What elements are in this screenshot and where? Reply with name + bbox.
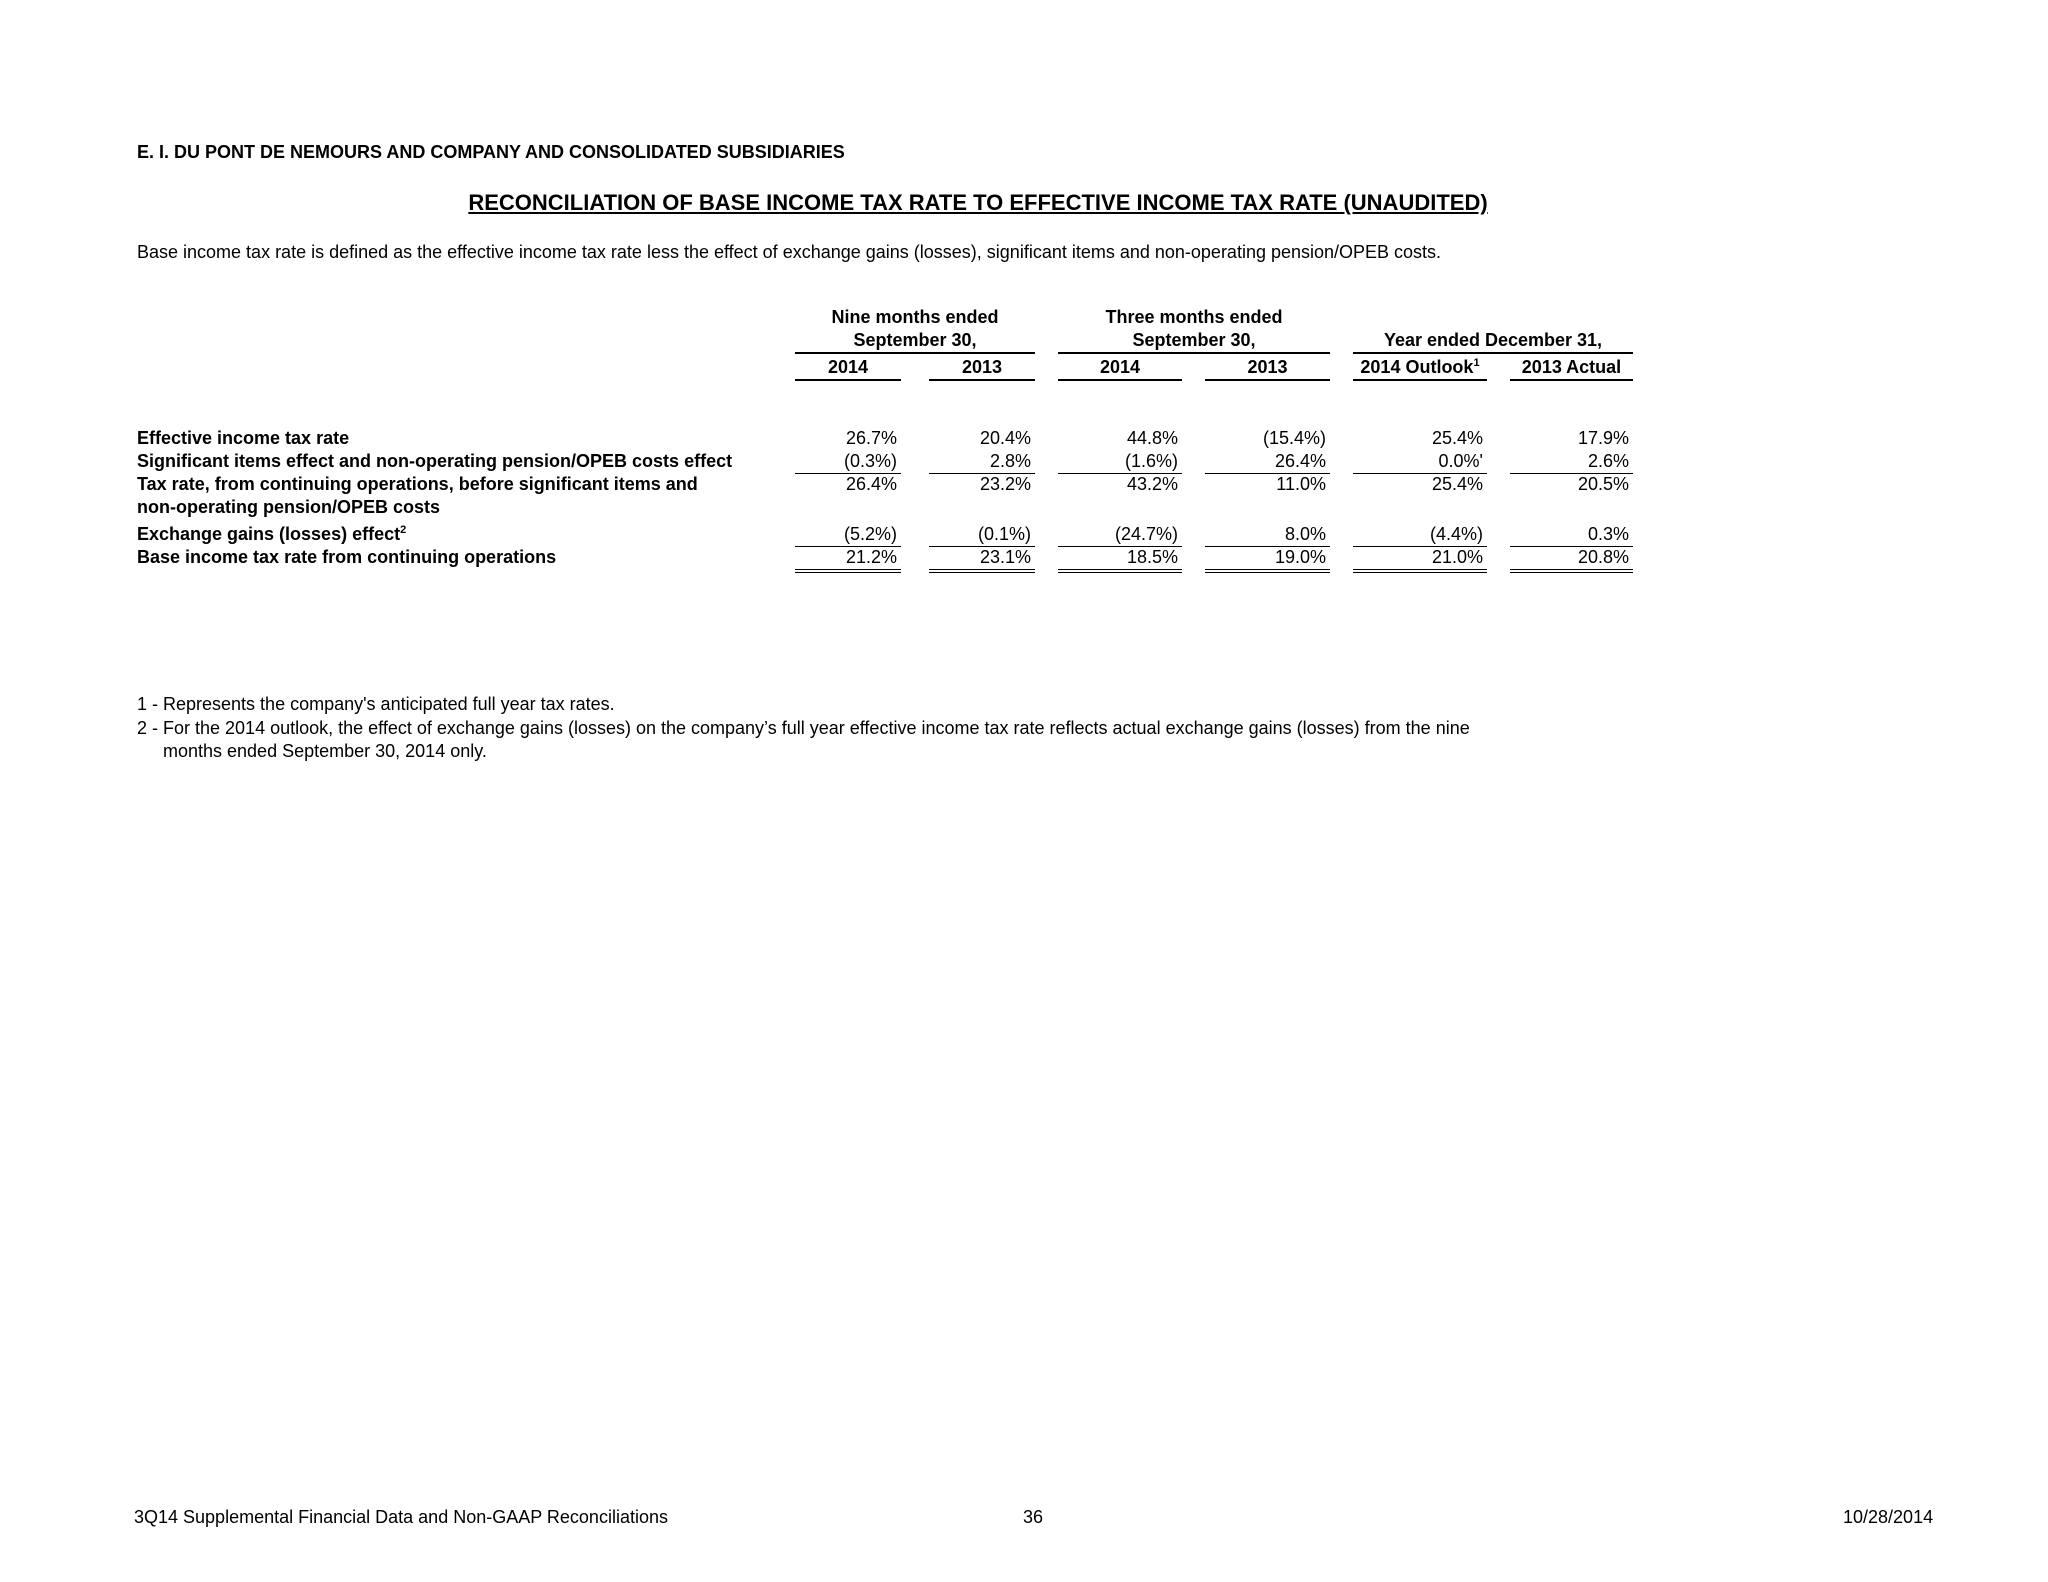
cell: 0.0%' (1438, 451, 1483, 471)
cell: 19.0% (1274, 547, 1326, 567)
row-label-exchange-gains (137, 524, 406, 545)
header-rule-year-ended (1353, 352, 1633, 354)
col-header-three-2014: 2014 (1099, 357, 1141, 377)
row-label-effective-rate: Effective income tax rate (137, 428, 350, 448)
col-header-nine-2014: 2014 (827, 357, 869, 377)
page-title: RECONCILIATION OF BASE INCOME TAX RATE TO EFFECTIVE INCOME TAX RATE (UNAUDITED) (468, 190, 1488, 215)
header-three-months-line1: Three months ended (1105, 307, 1283, 327)
cell: 43.2% (1126, 474, 1178, 494)
cell: (5.2%) (843, 524, 897, 544)
cell: 20.4% (979, 428, 1031, 448)
col-header-actual: 2013 Actual (1521, 357, 1622, 377)
cell: 2.6% (1587, 451, 1629, 471)
footer-date: 10/28/2014 (1843, 1507, 1934, 1527)
header-nine-months-line2: September 30, (853, 330, 977, 350)
footnote-2-continued: months ended September 30, 2014 only. (163, 741, 487, 761)
cell: 25.4% (1431, 474, 1483, 494)
cell: (0.1%) (977, 524, 1031, 544)
cell: 0.3% (1587, 524, 1629, 544)
cell: 26.7% (845, 428, 897, 448)
col-header-three-2013: 2013 (1247, 357, 1288, 377)
footnote-ref-2: 2 (400, 524, 407, 536)
header-rule-nine-months (795, 352, 1035, 354)
total-double-rule (1058, 569, 1182, 573)
row-label-tax-rate-before: Tax rate, from continuing operations, before significant items and (137, 474, 698, 494)
cell: 23.2% (979, 474, 1031, 494)
col-rule (795, 379, 901, 381)
cell: 20.5% (1577, 474, 1629, 494)
col-rule (1205, 379, 1330, 381)
cell: 2.8% (989, 451, 1031, 471)
header-rule-three-months (1058, 352, 1330, 354)
cell: 17.9% (1577, 428, 1629, 448)
footnote-1: 1 - Represents the company's anticipated full year tax rates. (137, 694, 615, 714)
cell: 21.0% (1431, 547, 1483, 567)
cell: (1.6%) (1124, 451, 1178, 471)
total-double-rule (1205, 569, 1330, 573)
cell: (4.4%) (1429, 524, 1483, 544)
col-rule (929, 379, 1035, 381)
page-number: 36 (1023, 1507, 1044, 1527)
cell: 20.8% (1577, 547, 1629, 567)
row-label-base-rate: Base income tax rate from continuing operations (137, 547, 557, 567)
cell: 11.0% (1276, 474, 1326, 494)
cell: (15.4%) (1262, 428, 1326, 448)
header-three-months-line2: September 30, (1132, 330, 1256, 350)
row-label-exchange-gains-text: Exchange gains (losses) effect (137, 524, 401, 544)
cell: 25.4% (1431, 428, 1483, 448)
header-year-ended: Year ended December 31, (1383, 330, 1603, 350)
cell: (24.7%) (1114, 524, 1178, 544)
col-rule (1510, 379, 1633, 381)
footnote-ref-1: 1 (1473, 357, 1480, 369)
col-header-outlook (1353, 357, 1487, 378)
total-double-rule (929, 569, 1035, 573)
footnote-2: 2 - For the 2014 outlook, the effect of exchange gains (losses) on the company’s full year effective income tax rate reflects actual exchange gains (losses) from the nine (137, 718, 1470, 738)
col-rule (1353, 379, 1487, 381)
company-name: E. I. DU PONT DE NEMOURS AND COMPANY AND CONSOLIDATED SUBSIDIARIES (137, 142, 845, 162)
row-label-significant-items: Significant items effect and non-operating pension/OPEB costs effect (137, 451, 733, 471)
col-header-outlook-text: 2014 Outlook (1360, 357, 1474, 377)
cell: (0.3%) (843, 451, 897, 471)
row-label-tax-rate-before-line2: non-operating pension/OPEB costs (137, 497, 441, 517)
cell: 8.0% (1284, 524, 1326, 544)
description: Base income tax rate is defined as the effective income tax rate less the effect of exchange gains (losses), significant items and non-operating pension/OPEB costs. (137, 242, 1442, 262)
col-rule (1058, 379, 1182, 381)
total-double-rule (1353, 569, 1487, 573)
cell: 18.5% (1126, 547, 1178, 567)
total-double-rule (1510, 569, 1633, 573)
cell: 21.2% (845, 547, 897, 567)
total-double-rule (795, 569, 901, 573)
footer-left: 3Q14 Supplemental Financial Data and Non-GAAP Reconciliations (134, 1507, 668, 1527)
col-header-nine-2013: 2013 (961, 357, 1003, 377)
header-nine-months-line1: Nine months ended (831, 307, 999, 327)
cell: 23.1% (979, 547, 1031, 567)
cell: 26.4% (845, 474, 897, 494)
cell: 44.8% (1126, 428, 1178, 448)
cell: 26.4% (1274, 451, 1326, 471)
